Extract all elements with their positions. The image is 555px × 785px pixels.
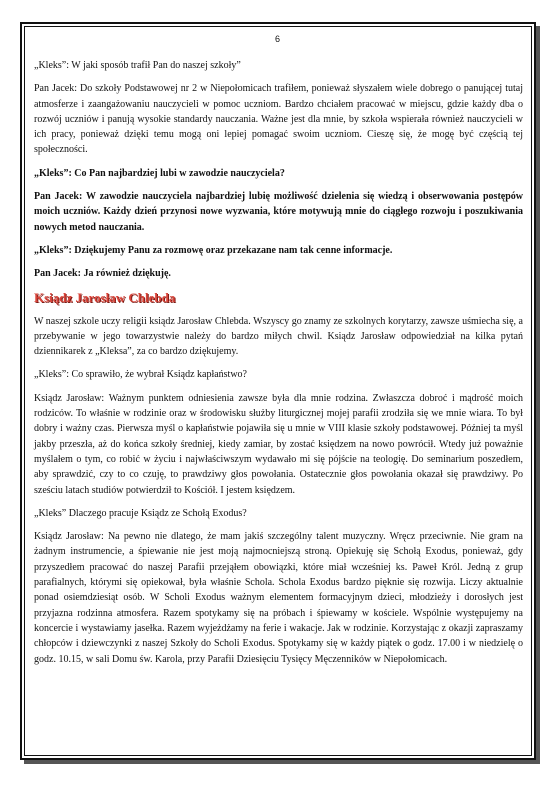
page-border-shadow — [24, 760, 540, 764]
interview-question: „Kleks”: Co Pan najbardziej lubi w zawodzie nauczyciela? — [34, 167, 285, 179]
interview-question: „Kleks”: W jaki sposób trafił Pan do naszej szkoły” — [34, 60, 241, 71]
section-heading: Ksiądz Jarosław Chlebda — [34, 289, 176, 305]
interview-closing: „Kleks”: Dziękujemy Panu za rozmowę oraz przekazane nam tak cenne informacje. — [34, 244, 393, 256]
interview-question: „Kleks”: Co sprawiło, że wybrał Ksiądz kapłaństwo? — [34, 369, 247, 381]
page-number: 6 — [274, 34, 280, 44]
interview-answer: Ksiądz Jarosław: Ważnym punktem odniesienia zawsze była dla mnie rodzina. Zwłaszcza dobroć i mądrość moich rodziców. To właśnie w rodzinie oraz w środowisku służby liturgicznej mojej parafii zrodziła się we mnie wiara. To był dobry i ważny czas. Pierwsza myśl o kapłaństwie pojawiła się u mnie w VIII klasie szkoły podstawowej. Później ta myśl jakby przeszła, aż do końca szkoły średniej, kiedy zamiar, by zostać księdzem na nowo powrócił. Wtedy już poważnie myślałem o tym, co robić w życiu i najwłaściwszym wydawało mi się pójście na teologię. Do seminarium poszedłem, aby sprawdzić, czy to co czuję, to prawdziwy głos powołania. Ostatecznie głos powołania okazał się prawdziwy. Po sześciu latach studiów potwierdził to Kościół. I jestem księdzem. — [34, 392, 523, 496]
interview-answer: Pan Jacek: Do szkoły Podstawowej nr 2 w Niepołomicach trafiłem, ponieważ słyszałem wiele dobrego o panującej tutaj atmosferze i zaangażowaniu nauczycieli w pomoc uczniom. Bardzo chciałem pracować w miejscu, gdzie każdy dba o rozwój uczniów i panują wysokie standardy nauczania. Ważne jest dla mnie, by szkoła wspierała również nauczycieli w ich pracy, ponieważ dzięki temu mogą oni lepiej pomagać swoim uczniom. Cieszę się, że mogę być częścią tej społeczności. — [34, 83, 523, 156]
section-intro: W naszej szkole uczy religii ksiądz Jarosław Chlebda. Wszyscy go znamy ze szkolnych korytarzy, zawsze uśmiecha się, a przebywanie w jego towarzystwie należy do bardzo miłych chwil. Ksiądz Jarosław odpowiedział na kilka pytań dziennikarek z „Kleksa”, za co bardzo dziękujemy. — [34, 315, 523, 358]
interview-answer: Ksiądz Jarosław: Na pewno nie dlatego, że mam jakiś szczególny talent muzyczny. Wręcz przeciwnie. Nie gram na żadnym instrumencie, a śpiewanie nie jest moją najmocniejszą stroną. Opiekuję się Schołą Exodus, ponieważ, gdy przyszedłem pracować do naszej Parafii przejąłem obowiązki, które miał wcześniej ks. Paweł Król. Jedną z grup parafialnych, którymi się opiekował, była właśnie Schola. Schola Exodus bardzo pięknie się rozwija. Liczy aktualnie ponad osiemdziesiąt osób. W Scholi Exodus ważnym elementem formacyjnym dzieci, młodzieży i dorosłych jest przyjazna rodzinna atmosfera. Razem spotykamy się na próbach i śpiewamy w kościele. Wspólnie występujemy na koncercie i wystawiamy jasełka. Razem wyjeżdżamy na ferie i wakacje. Jak w rodzinie. Korzystając z okazji zapraszamy chłopców i dziewczynki z naszej Szkoły do Scholi Exodus. Spotykamy się w każdy piątek o godz. 17.00 i w niedzielę o godz. 10.15, w sali Domu św. Karola, przy Parafii Dziesięciu Tysięcy Męczenników w Niepołomicach. — [34, 531, 523, 665]
interview-question: „Kleks” Dlaczego pracuje Ksiądz ze Schołą Exodus? — [34, 507, 247, 519]
interview-answer: Pan Jacek: W zawodzie nauczyciela najbardziej lubię możliwość dzielenia się wiedzą i obserwowania postępów moich uczniów. Każdy dzień przynosi nowe wyzwania, które motywują mnie do ciągłego rozwoju i poszukiwania nowych metod nauczania. — [34, 191, 523, 233]
interview-answer: Pan Jacek: Ja również dziękuję. — [34, 268, 171, 280]
article-body — [34, 58, 523, 675]
page-border-shadow — [536, 26, 540, 764]
